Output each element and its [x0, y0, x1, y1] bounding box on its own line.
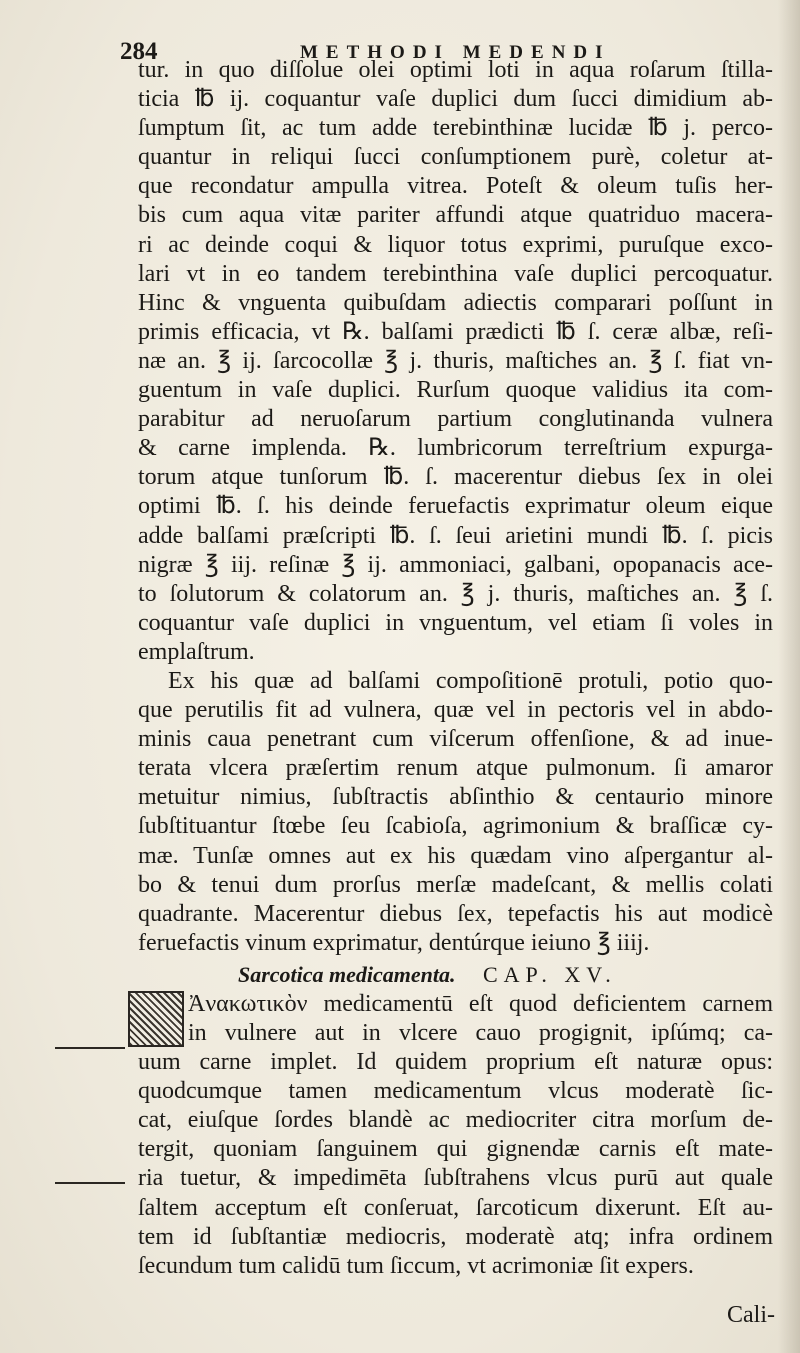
page-number: 284 — [120, 38, 158, 65]
text-line: coquantur vaſe duplici in vnguentum, vel etiam ſi voles in — [138, 609, 773, 636]
text-line: ri ac deinde coqui & liquor totus exprimi, puruſque exco- — [138, 231, 773, 258]
text-line: adde balſami præſcripti ℔. ſ. ſeui arietini mundi ℔. ſ. picis — [138, 522, 773, 549]
text-line: primis efficacia, vt ℞. balſami prædicti ℔ ſ. ceræ albæ, reſi- — [138, 318, 773, 345]
text-line: que recondatur ampulla vitrea. Poteſt & oleum tuſis her- — [138, 173, 773, 200]
running-head: METHODI MEDENDI — [300, 42, 611, 63]
margin-mark — [55, 1047, 125, 1049]
text-line: bis cum aqua vitæ pariter affundi atque quatriduo macera- — [138, 202, 773, 229]
text-line: in vulnere aut in vlcere cauo progignit, ipſúmq; ca- — [188, 1020, 773, 1046]
text-line: parabitur ad neruoſarum partium conglutinanda vulnera — [138, 406, 773, 433]
paragraph-1 — [138, 56, 773, 667]
text-line: emplaſtrum. — [138, 638, 255, 665]
text-line: Ἀνακωτικὸν medicamentū eſt quod deficientem carnem — [188, 990, 773, 1017]
text-line: feruefactis vinum exprimatur, dentúrque ieiuno ℥ iiij. — [138, 929, 650, 956]
text-line: mæ. Tunſæ omnes aut ex his quædam vino aſpergantur al- — [138, 842, 773, 869]
ornamental-initial-icon — [128, 991, 184, 1047]
text-line: que perutilis fit ad vulnera, quæ vel in pectoris vel in abdo- — [138, 697, 773, 724]
text-line: nigræ ℥ iij. reſinæ ℥ ij. ammoniaci, galbani, opopanacis ace- — [138, 551, 773, 578]
text-line: & carne implenda. ℞. lumbricorum terreſtrium expurga- — [138, 435, 773, 462]
text-line: ſubſtituantur ſtœbe ſeu ſcabioſa, agrimonium & braſſicæ cy- — [138, 813, 773, 840]
text-line: quadrante. Macerentur diebus ſex, tepefactis his aut modicè — [138, 900, 773, 927]
text-line: optimi ℔. ſ. his deinde feruefactis exprimatur oleum eique — [138, 493, 773, 520]
text-line: ticia ℔ ij. coquantur vaſe duplici dum ſucci dimidium ab- — [138, 86, 773, 113]
text-line: torum atque tunſorum ℔. ſ. macerentur diebus ſex in olei — [138, 464, 773, 491]
text-line: ſecundum tum calidū tum ſiccum, vt acrimoniæ ſit expers. — [138, 1252, 694, 1279]
margin-mark — [55, 1182, 125, 1184]
text-line: metuitur nimius, ſubſtractis abſinthio & centaurio minore — [138, 784, 773, 811]
chapter-title: Sarcotica medicamenta. — [238, 961, 456, 987]
text-line: ſumptum ſit, ac tum adde terebinthinæ lucidæ ℔ j. perco- — [138, 115, 773, 142]
text-line: minis caua penetrant cum viſcerum offenſione, & ad inue- — [138, 726, 773, 753]
text-line: Hinc & vnguenta quibuſdam adiectis comparari poſſunt in — [138, 289, 773, 316]
text-line: tur. in quo diſſolue olei optimi loti in aqua roſarum ſtilla- — [138, 57, 773, 83]
text-line: ſaltem acceptum eſt conſeruat, ſarcoticum dixerunt. Eſt au- — [138, 1194, 773, 1221]
text-line: uum carne implet. Id quidem proprium eſt naturæ opus: — [138, 1049, 773, 1076]
text-line: Ex his quæ ad balſami compoſitionē protuli, potio quo- — [168, 667, 773, 694]
text-line: to ſolutorum & colatorum an. ℥ j. thuris, maſtiches an. ℥ ſ. — [138, 580, 773, 607]
chapter-heading — [138, 958, 773, 990]
text-line: lari vt in eo tandem terebinthina vaſe duplici percoquatur. — [138, 260, 773, 287]
paragraph-2 — [138, 667, 773, 958]
text-line: terata vlcera præſertim renum atque pulmonum. ſi amaror — [138, 755, 773, 782]
text-line: guentum in vaſe duplici. Rurſum quoque validius ita com- — [138, 377, 773, 404]
paragraph-3 — [138, 990, 773, 1281]
text-line: tem id ſubſtantiæ mediocris, moderatè atq; infra ordinem — [138, 1223, 773, 1250]
text-line: bo & tenui dum prorſus merſæ madeſcant, & mellis colati — [138, 871, 773, 898]
text-line: næ an. ℥ ij. ſarcocollæ ℥ j. thuris, maſtiches an. ℥ ſ. fiat vn- — [138, 347, 773, 374]
page-edge-shadow — [778, 0, 800, 1353]
text-line: quodcumque tamen medicamentum vlcus moderatè ſic- — [138, 1078, 773, 1105]
text-line: tergit, quoniam ſanguinem qui gignendæ carnis eſt mate- — [138, 1136, 773, 1163]
catchword: Cali- — [727, 1302, 775, 1328]
text-line: quantur in reliqui ſucci conſumptionem purè, coletur at- — [138, 144, 773, 171]
text-line: ria tuetur, & impedimēta ſubſtrahens vlcus purū aut quale — [138, 1165, 773, 1192]
page-text — [138, 56, 773, 1281]
chapter-label: CAP. XV. — [483, 961, 617, 987]
text-line: cat, eiuſque ſordes blandè ac mediocriter citra morſum de- — [138, 1107, 773, 1134]
